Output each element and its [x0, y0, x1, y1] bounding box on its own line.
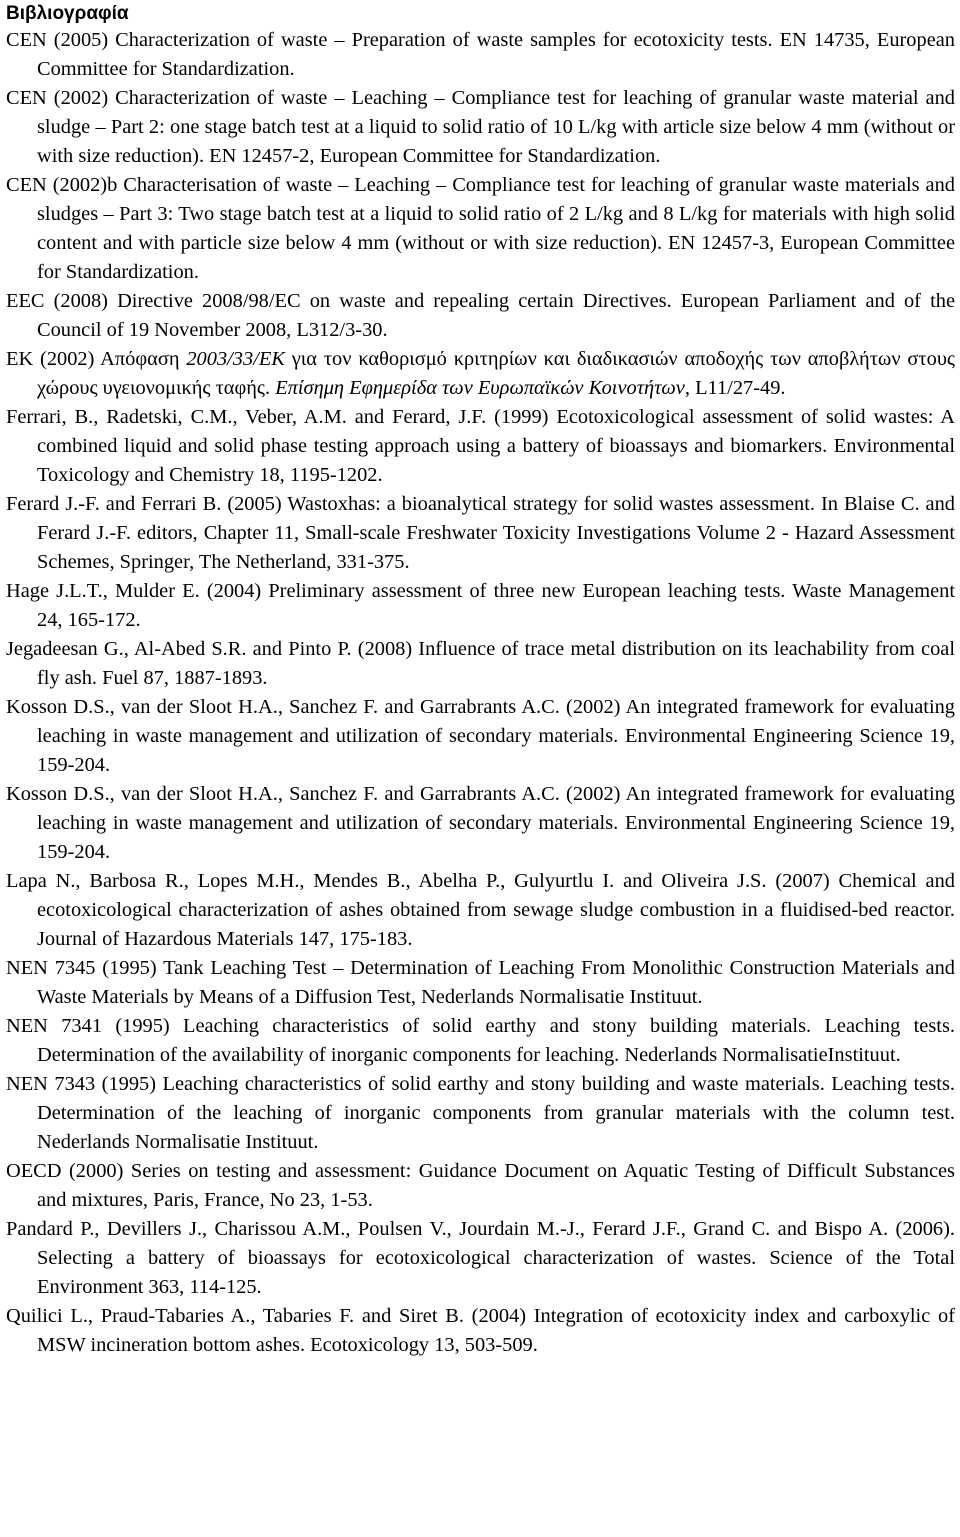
reference-item: Jegadeesan G., Al-Abed S.R. and Pinto P. (2008) Influence of trace metal distribution on its leachability from coal fly ash. Fuel 87, 1887-1893.: [6, 638, 955, 689]
reference-item: Ferrari, B., Radetski, C.M., Veber, A.M. and Ferard, J.F. (1999) Ecotoxicological assessment of solid wastes: A combined liquid and solid phase testing approach using a battery of bioassays and biomarkers. Environmental Toxicology and Chemistry 18, 1195-1202.: [6, 406, 955, 486]
reference-item: Hage J.L.T., Mulder E. (2004) Preliminary assessment of three new European leaching tests. Waste Management 24, 165-172.: [6, 580, 955, 631]
reference-italic-text: 2003/33/ΕΚ: [186, 348, 285, 370]
reference-text: για τον καθορισμό κριτηρίων και διαδικασιών αποδοχής των αποβλήτων στους χώρους υγειονομικής ταφής.: [37, 348, 955, 399]
reference-item: NEN 7343 (1995) Leaching characteristics of solid earthy and stony building and waste materials. Leaching tests. Determination of the leaching of inorganic components from granular materials with the column test. Nederlands Normalisatie Instituut.: [6, 1073, 955, 1153]
reference-item: CEN (2002) Characterization of waste – Leaching – Compliance test for leaching of granular waste material and sludge – Part 2: one stage batch test at a liquid to solid ratio of 10 L/kg with article size below 4 mm (without or with size reduction). EN 12457-2, European Committee for Standardization.: [6, 87, 955, 167]
reference-item: Lapa N., Barbosa R., Lopes M.H., Mendes B., Abelha P., Gulyurtlu I. and Oliveira J.S. (2007) Chemical and ecotoxicological characterization of ashes obtained from sewage sludge combustion in a fluidised-bed reactor. Journal of Hazardous Materials 147, 175-183.: [6, 870, 955, 950]
reference-item: Ferard J.-F. and Ferrari B. (2005) Wastoxhas: a bioanalytical strategy for solid wastes assessment. In Blaise C. and Ferard J.-F. editors, Chapter 11, Small-scale Freshwater Toxicity Investigations Volume 2 - Hazard Assessment Schemes, Springer, The Netherland, 331-375.: [6, 493, 955, 573]
reference-item: CEN (2002)b Characterisation of waste – Leaching – Compliance test for leaching of granular waste materials and sludges – Part 3: Two stage batch test at a liquid to solid ratio of 2 L/kg and 8 L/kg for materials with high solid content and with particle size below 4 mm (without or with size reduction). EN 12457-3, European Committee for Standardization.: [6, 174, 955, 283]
reference-text: ΕΚ (2002) Απόφαση: [6, 348, 187, 370]
journal-title: Επίσημη Εφημερίδα των Ευρωπαϊκών Κοινοτήτων: [275, 377, 685, 399]
reference-item: Pandard P., Devillers J., Charissou A.M., Poulsen V., Jourdain M.-J., Ferard J.F., Grand C. and Bispo A. (2006). Selecting a battery of bioassays for ecotoxicological characterization of wastes. Science of the Total Environment 363, 114-125.: [6, 1218, 955, 1298]
page-title: Βιβλιογραφία: [6, 3, 129, 24]
reference-item: NEN 7341 (1995) Leaching characteristics of solid earthy and stony building materials. Leaching tests. Determination of the availability of inorganic components for leaching. Nederlands NormalisatieInstituut.: [6, 1015, 955, 1066]
reference-item: Kosson D.S., van der Sloot H.A., Sanchez F. and Garrabrants A.C. (2002) An integrated framework for evaluating leaching in waste management and utilization of secondary materials. Environmental Engineering Science 19, 159-204.: [6, 783, 955, 863]
reference-item: Kosson D.S., van der Sloot H.A., Sanchez F. and Garrabrants A.C. (2002) An integrated framework for evaluating leaching in waste management and utilization of secondary materials. Environmental Engineering Science 19, 159-204.: [6, 696, 955, 776]
reference-list: [6, 26, 955, 1360]
reference-item: [6, 345, 955, 403]
reference-item: NEN 7345 (1995) Tank Leaching Test – Determination of Leaching From Monolithic Construction Materials and Waste Materials by Means of a Diffusion Test, Nederlands Normalisatie Instituut.: [6, 957, 955, 1008]
reference-item: EEC (2008) Directive 2008/98/EC on waste and repealing certain Directives. European Parliament and of the Council of 19 November 2008, L312/3-30.: [6, 290, 955, 341]
reference-item: OECD (2000) Series on testing and assessment: Guidance Document on Aquatic Testing of Difficult Substances and mixtures, Paris, France, No 23, 1-53.: [6, 1160, 955, 1211]
reference-item: Quilici L., Praud-Tabaries A., Tabaries F. and Siret B. (2004) Integration of ecotoxicity index and carboxylic of MSW incineration bottom ashes. Ecotoxicology 13, 503-509.: [6, 1305, 955, 1356]
reference-item: CEN (2005) Characterization of waste – Preparation of waste samples for ecotoxicity tests. EN 14735, European Committee for Standardization.: [6, 29, 955, 80]
reference-text: , L11/27-49.: [684, 377, 786, 399]
